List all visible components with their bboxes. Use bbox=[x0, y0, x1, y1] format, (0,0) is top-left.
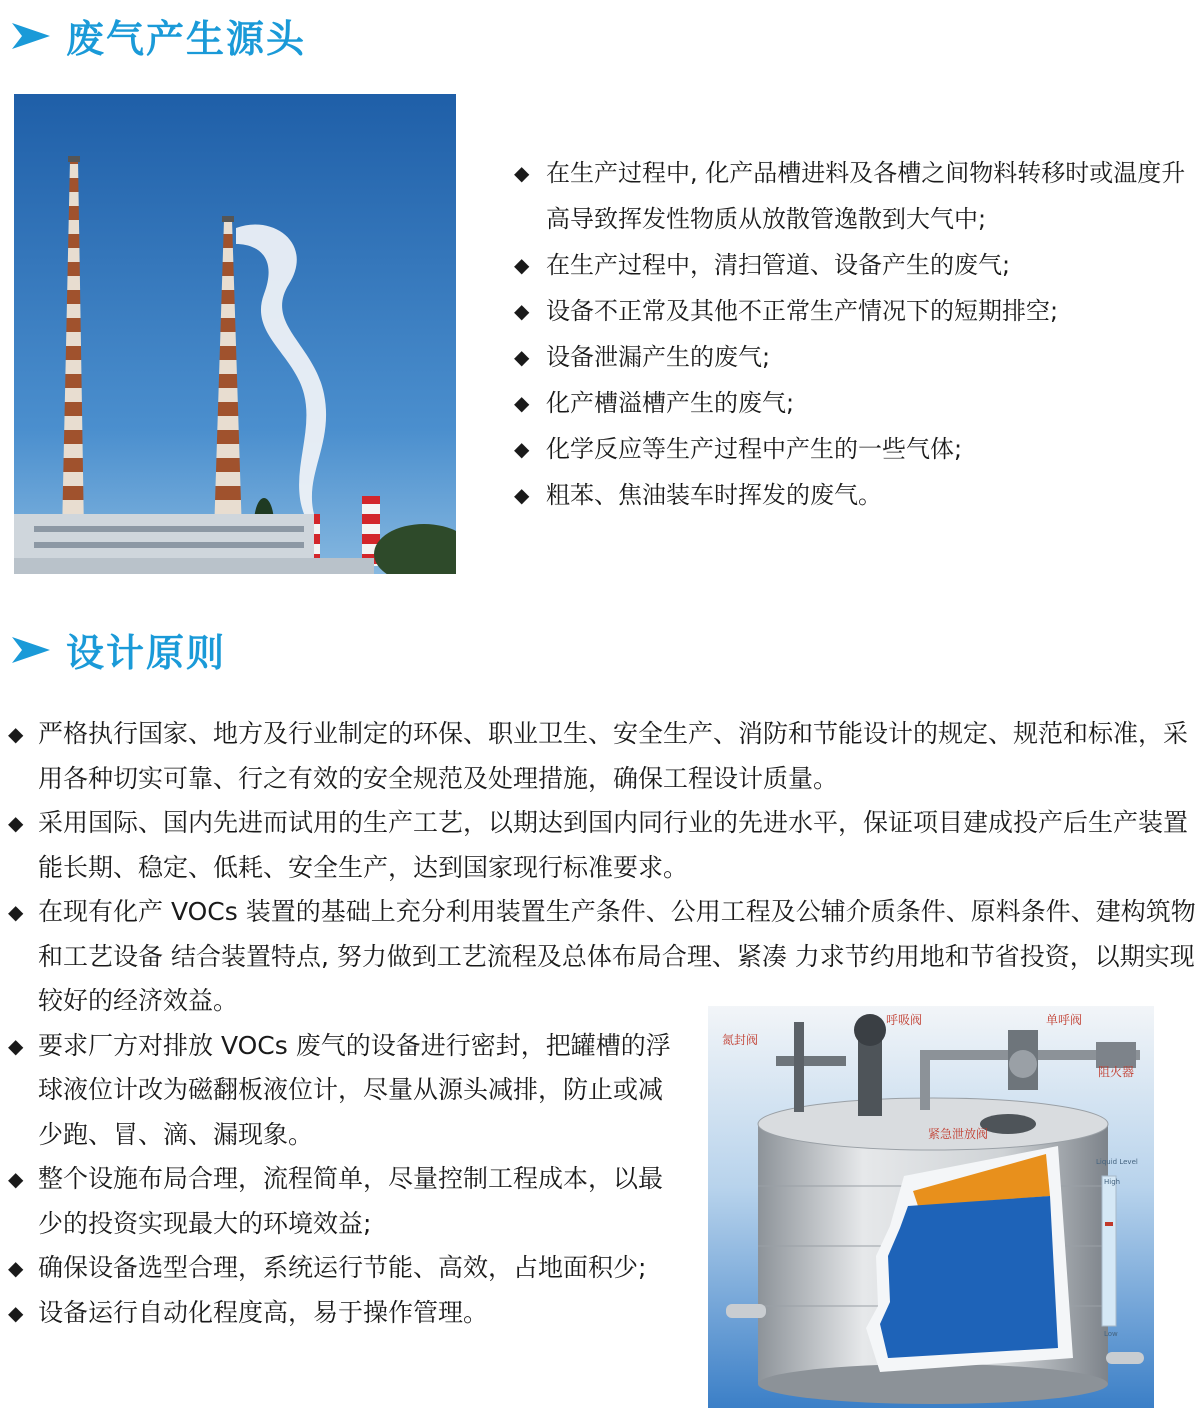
list-item: ◆ 在生产过程中, 化产品槽进料及各槽之间物料转移时或温度升高导致挥发性物质从放散管逸散到大气中; bbox=[506, 150, 1196, 242]
diamond-bullet-icon: ◆ bbox=[8, 722, 24, 746]
diamond-bullet-icon: ◆ bbox=[8, 1167, 24, 1191]
emergency-vent-label: 紧急泄放阀 bbox=[928, 1127, 989, 1141]
storage-tank-diagram bbox=[708, 1006, 1154, 1408]
diamond-bullet-icon: ◆ bbox=[514, 345, 530, 369]
list-item: ◆ 化产槽溢槽产生的废气; bbox=[506, 380, 1196, 426]
diamond-bullet-icon: ◆ bbox=[514, 437, 530, 461]
section-header-emission-sources bbox=[10, 8, 306, 63]
section-header-design-principles bbox=[10, 622, 226, 677]
list-item: ◆ 设备不正常及其他不正常生产情况下的短期排空; bbox=[506, 288, 1196, 334]
emission-sources-list bbox=[506, 150, 1196, 518]
arrow-icon bbox=[10, 19, 56, 53]
single-breather-label: 单呼阀 bbox=[1046, 1013, 1083, 1027]
list-item: ◆ 确保设备选型合理，系统运行节能、高效，占地面积少; bbox=[8, 1246, 678, 1291]
diamond-bullet-icon: ◆ bbox=[8, 1256, 24, 1280]
diamond-bullet-icon: ◆ bbox=[8, 900, 24, 924]
arrow-icon bbox=[10, 633, 56, 667]
list-item: ◆ 采用国际、国内先进而试用的生产工艺，以期达到国内同行业的先进水平，保证项目建成投产后生产装置能长期、稳定、低耗、安全生产，达到国家现行标准要求。 bbox=[8, 801, 1200, 890]
list-item: ◆ 在现有化产 VOCs 装置的基础上充分利用装置生产条件、公用工程及公辅介质条件、原料条件、建构筑物和工艺设备 结合装置特点, 努力做到工艺流程及总体布局合理、紧凑 力求节约用地和节省投资，以期实现较好的经济效益。 bbox=[8, 890, 1200, 1024]
section-title: 设计原则 bbox=[66, 631, 227, 675]
chimney-photo bbox=[14, 94, 456, 574]
nitrogen-valve-label: 氮封阀 bbox=[722, 1033, 759, 1047]
breather-valve-label: 呼吸阀 bbox=[886, 1013, 923, 1027]
list-item: ◆ 设备泄漏产生的废气; bbox=[506, 334, 1196, 380]
diamond-bullet-icon: ◆ bbox=[8, 1300, 24, 1325]
diamond-bullet-icon: ◆ bbox=[514, 253, 530, 277]
list-item: ◆ 化学反应等生产过程中产生的一些气体; bbox=[506, 426, 1196, 472]
list-item: ◆ 严格执行国家、地方及行业制定的环保、职业卫生、安全生产、消防和节能设计的规定、规范和标准，采用各种切实可靠、行之有效的安全规范及处理措施，确保工程设计质量。 bbox=[8, 712, 1200, 801]
level-low-label: Low bbox=[1104, 1330, 1118, 1338]
diamond-bullet-icon: ◆ bbox=[514, 299, 530, 323]
list-item: ◆ 要求厂方对排放 VOCs 废气的设备进行密封，把罐槽的浮球液位计改为磁翻板液位计，尽量从源头减排，防止或减少跑、冒、滴、漏现象。 bbox=[8, 1024, 678, 1158]
list-item: ◆ 粗苯、焦油装车时挥发的废气。 bbox=[506, 472, 1196, 518]
diamond-bullet-icon: ◆ bbox=[8, 811, 24, 835]
diamond-bullet-icon: ◆ bbox=[514, 161, 530, 185]
diamond-bullet-icon: ◆ bbox=[8, 1033, 24, 1058]
flame-arrester-label: 阻火器 bbox=[1098, 1065, 1135, 1079]
list-item: ◆ 设备运行自动化程度高，易于操作管理。 bbox=[8, 1291, 728, 1336]
liquid-level-label: Liquid Level bbox=[1096, 1158, 1138, 1166]
list-item: ◆ 在生产过程中，清扫管道、设备产生的废气; bbox=[506, 242, 1196, 288]
level-high-label: High bbox=[1104, 1178, 1121, 1186]
section-title: 废气产生源头 bbox=[66, 17, 307, 61]
list-item: ◆ 整个设施布局合理，流程简单，尽量控制工程成本，以最少的投资实现最大的环境效益; bbox=[8, 1157, 678, 1246]
diamond-bullet-icon: ◆ bbox=[514, 391, 530, 415]
diamond-bullet-icon: ◆ bbox=[514, 483, 530, 507]
